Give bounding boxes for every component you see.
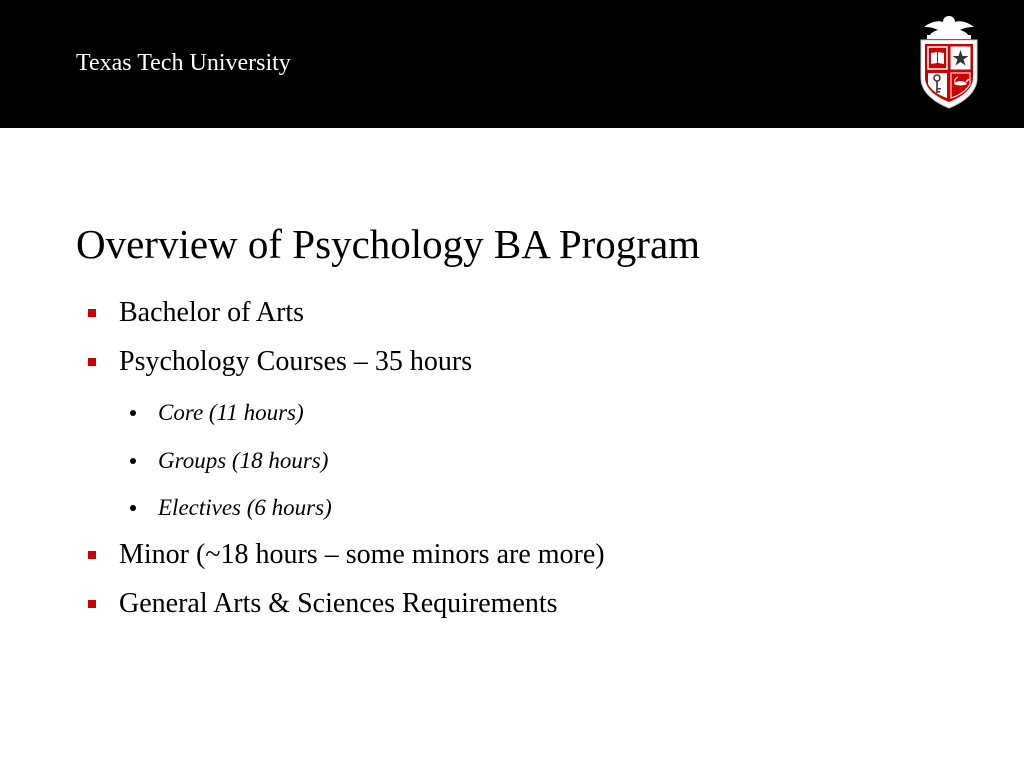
header-bar (0, 0, 1024, 128)
bullet-text: Minor (~18 hours – some minors are more) (119, 539, 605, 570)
bullet-text: Psychology Courses – 35 hours (119, 346, 473, 377)
square-bullet-icon (88, 551, 96, 559)
dot-bullet-icon (130, 505, 136, 511)
bullet-text: General Arts & Sciences Requirements (119, 588, 558, 619)
dot-bullet-icon (130, 458, 136, 464)
dot-bullet-icon (130, 410, 136, 416)
square-bullet-icon (88, 358, 96, 366)
sub-bullet-text: Electives (6 hours) (158, 495, 332, 520)
bullet-text: Bachelor of Arts (119, 297, 305, 328)
sub-bullet-text: Groups (18 hours) (158, 448, 329, 473)
square-bullet-icon (88, 309, 96, 317)
org-name: Texas Tech University (76, 50, 291, 76)
sub-bullet-text: Core (11 hours) (158, 400, 304, 425)
university-seal-icon (914, 14, 984, 110)
square-bullet-icon (88, 600, 96, 608)
slide-title: Overview of Psychology BA Program (76, 221, 701, 267)
